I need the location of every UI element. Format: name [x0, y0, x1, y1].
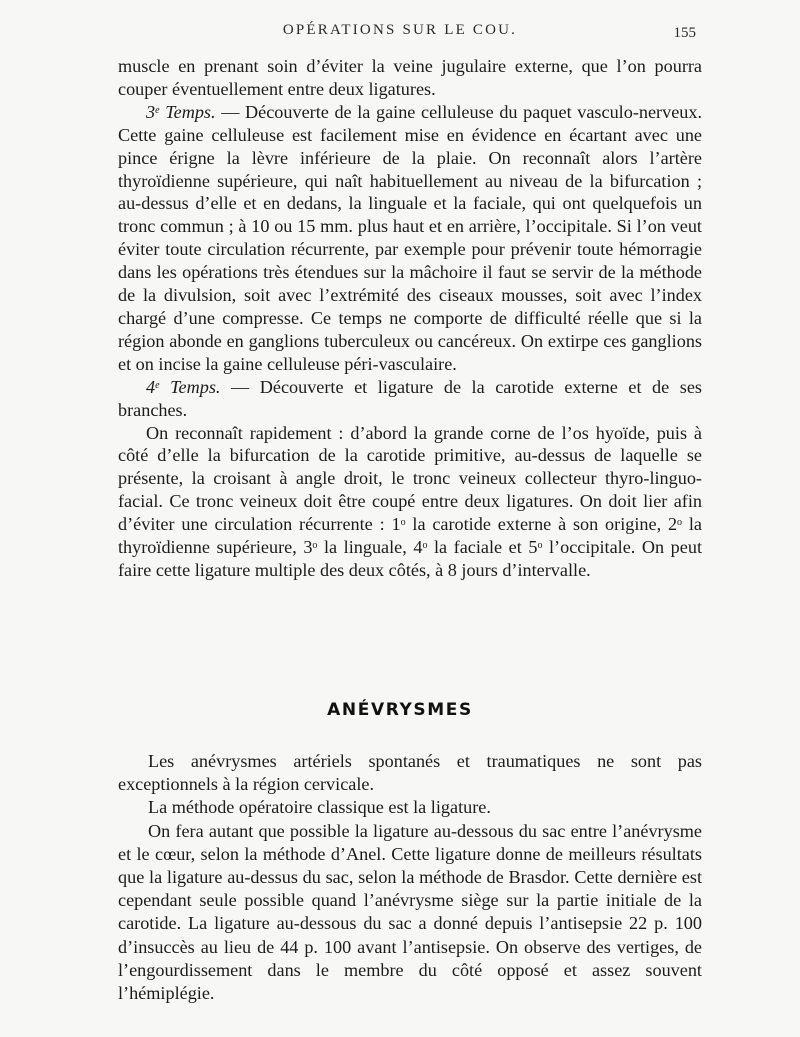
temps-4-number: 4: [146, 376, 156, 397]
temps-4-heading: [146, 377, 220, 397]
text-run: la linguale, 4: [317, 537, 423, 558]
temps-3-sup: e: [155, 104, 160, 116]
text-run: la faciale et 5: [427, 537, 538, 558]
main-text: [118, 55, 702, 582]
text-run: l’occipitale. On peut faire cette ligature multiple des deux côtés, à 8 jours d’intervalle.: [118, 537, 702, 580]
temps-4-sup: e: [155, 379, 160, 391]
temps-3-text: — Découverte de la gaine celluleuse du paquet vasculo-nerveux. Cette gaine celluleuse est facilement mise en évidence en écartant avec une pince érigne la lèvre inférieure de la plaie. On reconnaît alors l’artère thyroïdienne supérieure, qui naît habituellement au niveau de la bifurcation ; au-dessus d’elle et en dedans, la linguale et la faciale, qui ont quelquefois un tronc commun ; à 10 ou 15 mm. plus haut et en arrière, l’occipitale. Si l’on veut éviter toute circulation récurrente, par exemple pour prévenir toute hémorragie dans les opérations très étendues sur la mâchoire il faut se servir de la méthode de la divulsion, soit avec l’extrémité des ciseaux mousses, soit avec l’index chargé d’une compresse. Ce temps ne comporte de difficulté réelle que si la région abonde en ganglions tuberculeux ou cancéreux. On extirpe ces ganglions et on incise la gaine celluleuse péri-vasculaire.: [118, 101, 702, 374]
ordinal-sup: o: [422, 540, 428, 552]
paragraph-temps-3: [118, 101, 702, 376]
paragraph-anevrysmes-2: La méthode opératoire classique est la ligature.: [148, 797, 491, 818]
running-title: OPÉRATIONS SUR LE COU.: [282, 22, 518, 38]
running-head: [0, 22, 800, 46]
ordinal-sup: o: [400, 517, 406, 529]
text-run: la carotide externe à son origine, 2: [405, 514, 678, 535]
temps-3-heading: [146, 102, 216, 122]
temps-3-number: 3: [146, 101, 156, 122]
text-run: On reconnaît rapidement : d’abord la grande corne de l’os hyoïde, puis à côté d’elle la bifurcation de la carotide primitive, au-dessus de laquelle se présente, la croisant à angle droit, le tronc veineux collecteur thyro-linguo-facial. Ce tronc veineux doit être coupé entre deux ligatures. On doit lier afin d’éviter une circulation récurrente : 1: [118, 422, 702, 535]
temps-4-label: Temps.: [170, 376, 221, 397]
paragraph-reconnait: [118, 422, 702, 582]
temps-4-text: — Découverte et ligature de la carotide externe et de ses branches.: [118, 376, 702, 420]
section-heading-anevrysmes: ANÉVRYSMES: [327, 700, 473, 720]
ordinal-sup: o: [312, 540, 318, 552]
paragraph-anevrysmes-1: Les anévrysmes artériels spontanés et traumatiques ne sont pas exceptionnels à la région cervicale.: [118, 751, 702, 795]
anevrysmes-text: [118, 750, 702, 1005]
page-number: 155: [673, 25, 696, 41]
paragraph-continued: muscle en prenant soin d’éviter la veine jugulaire externe, que l’on pourra couper éventuellement entre deux ligatures.: [118, 56, 702, 99]
ordinal-sup: o: [677, 517, 683, 529]
temps-3-label: Temps.: [165, 101, 216, 122]
paragraph-anevrysmes-3: On fera autant que possible la ligature au-dessous du sac entre l’anévrysme et le cœur, selon la méthode d’Anel. Cette ligature donne de meilleurs résultats que la ligature au-dessus du sac, selon la méthode de Brasdor. Cette dernière est cependant seule possible quand l’anévrysme siège sur la partie initiale de la carotide. La ligature au-dessous du sac a donné depuis l’antisepsie 22 p. 100 d’insuccès au lieu de 44 p. 100 avant l’antisepsie. On observe des vertiges, de l’engourdissement dans le membre du côté opposé et assez souvent l’hémiplégie.: [118, 820, 702, 1004]
ordinal-sup: o: [537, 540, 543, 552]
text-run: la thyroïdienne supérieure, 3: [118, 514, 702, 558]
paragraph-temps-4: [118, 376, 702, 422]
